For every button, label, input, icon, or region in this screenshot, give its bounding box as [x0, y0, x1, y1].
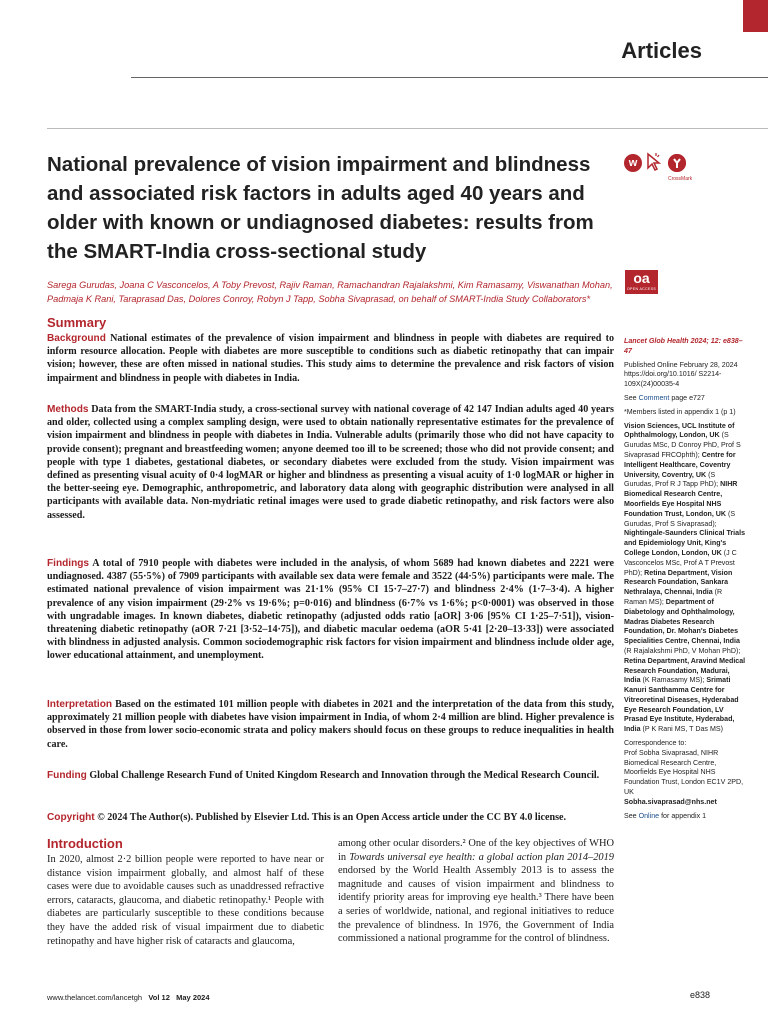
- affiliation-2-people: (S Gurudas, Prof R J Tapp PhD);: [624, 470, 719, 489]
- background-label: Background: [47, 333, 106, 344]
- methods-label: Methods: [47, 404, 89, 415]
- crossmark-icon[interactable]: [668, 154, 686, 172]
- oa-badge-text: oa: [633, 270, 650, 286]
- abstract-findings: [47, 557, 614, 663]
- affiliation-4-name: Nightingale-Saunders Clinical Trials and Epidemiology Unit, King's College London, London, UK: [624, 529, 746, 557]
- members-note: *Members listed in appendix 1 (p 1): [624, 407, 736, 416]
- section-header: Articles: [621, 38, 702, 63]
- summary-heading: Summary: [47, 315, 107, 330]
- title-rule: [47, 128, 768, 129]
- footer-url[interactable]: www.thelancet.com/lancetgh: [47, 993, 143, 1002]
- affiliation-4-people: (J C Vasconcelos MSc, Prof A T Prevost PhD);: [624, 548, 737, 577]
- introduction-column-2: [338, 837, 614, 946]
- abstract-funding: [47, 769, 614, 782]
- author-list: Sarega Gurudas, Joana C Vasconcelos, A Toby Prevost, Rajiv Raman, Ramachandran Rajalakshmi, Kim Ramasamy, Viswanathan Mohan, Padmaja K Rani, Taraprasad Das, Dolores Conroy, Robyn J Tapp, Sobha Sivaprasad, on behalf of SMART-India Study Collaborators*: [47, 280, 613, 304]
- crossmark-label: CrossMark: [668, 176, 693, 182]
- affiliation-5-name: Retina Department, Vision Research Foundation, Sankara Nethralaya, Chennai, India: [624, 568, 733, 597]
- methods-text: Data from the SMART-India study, a cross-sectional survey with national coverage of 42 147 Indian adults aged 40 years and older, collected using a complex sampling design, were used to obtain nationally representative estimates for the prevalence of vision impairment and blindness in people with diabetes in India. Vulnerable adults (primarily those who did not have capacity to provide consent); pregnant and breastfeeding women; anyone deemed too ill to be screened; those who did not provide consent; and people with type 1 diabetes, gestational diabetes, or secondary diabetes were excluded from the study. Vision impairment was defined as presenting visual acuity of 0·4 logMAR or higher and blindness as presenting a visual acuity of 1·0 logMAR or higher in the better-seeing eye. Demographic, anthropometric, and laboratory data along with geographic distribution were analysed in all participants with available data. Non-mydriatic retinal images were used to grade diabetic retinopathy, and risk factors were also assessed.: [47, 404, 614, 521]
- affiliation-5-people: (R Raman MS);: [624, 588, 723, 606]
- introduction-column-1: In 2020, almost 2·2 billion people were reported to have near or distance vision impairment globally, and almost half of these cases were due to avoidable causes such as unaddressed refractive errors, cataracts, glaucoma, and diabetic retinopathy.¹ People with diabetes are particularly susceptible to these conditions because they have the added risk of visual impairment due to diabetic retinopathy and have higher risk of cataracts and glaucoma,: [47, 854, 324, 947]
- oa-badge-subtext: OPEN ACCESS: [626, 287, 657, 291]
- see-online: [624, 812, 746, 822]
- abstract-copyright: [47, 811, 614, 824]
- journal-citation: Lancet Glob Health 2024; 12: e838–47: [624, 337, 743, 355]
- cursor-icon[interactable]: [646, 152, 662, 172]
- correspondence-address: Prof Sobha Sivaprasad, NIHR Biomedical Research Centre, Moorfields Eye Hospital NHS Foundation Trust, London EC1V 2PD, UK: [624, 748, 744, 797]
- published-info[interactable]: Published Online February 28, 2024 https://doi.org/10.1016/ S2214-109X(24)00035-4: [624, 360, 738, 389]
- copyright-label: Copyright: [47, 812, 95, 823]
- interpretation-text: Based on the estimated 101 million people with diabetes in 2021 and the interpretation of the data from this study, approximately 21 million people with diabetes have vision impairment in India, of whom 2·4 million are blind. Higher prevalence is observed in those from lower socio-economic strata and policy makers should focus on these groups to reduce inequalities in health care.: [47, 699, 614, 750]
- see-comment-suffix: page e727: [669, 393, 705, 402]
- affiliation-1-people: (S Gurudas MSc, D Conroy PhD, Prof S Sivaprasad FRCOphth);: [624, 431, 741, 459]
- affiliation-1-name: Vision Sciences, UCL Institute of Ophthalmology, London, UK: [624, 421, 735, 440]
- findings-label: Findings: [47, 558, 90, 569]
- footer-date: May 2024: [176, 993, 210, 1002]
- correspondence-email[interactable]: Sobha.sivaprasad@nhs.net: [624, 797, 717, 806]
- background-text: National estimates of the prevalence of vision impairment and blindness in people with diabetes are required to inform resource allocation. People with diabetes are more susceptible to conditions such as diabetic retinopathy that can impair vision; however, these are often missed in national studies. This study aims to determine the prevalence and risk factors of vision impairment and blindness in people with diabetes in India.: [47, 333, 614, 384]
- affiliation-6-name: Department of Diabetology and Ophthalmology, Madras Diabetes Research Foundation, Dr. Mohan's Diabetes Specialities Centre, Chennai, India: [624, 597, 740, 646]
- findings-text: A total of 7910 people with diabetes were included in the analysis, of whom 5689 had known diabetes and 2221 were undiagnosed. 4387 (55·5%) of 7909 participants with available sex data were female and 3522 (44·5%) participants were male. The estimated national prevalence of vision impairment was 21·1% (95% CI 15·7–27·7) and blindness 2·4% (1·7–3·4). A higher prevalence of any vision impairment (29·2% vs 19·6%; p=0·016) and blindness (6·7% vs 1·6%; p<0·0001) was observed in those with ungradable images. In known diabetes, diabetic retinopathy (adjusted odds ratio [aOR] 3·06 [95% CI 1·25–7·51]), vision-threatening diabetic retinopathy (aOR 7·21 [3·52–14·75]), and diabetic macular oedema (aOR 5·41 [2·20–13·33]) were associated with blindness in adjusted analysis. Common sociodemographic risk factors for vision impairment and blindness include older age, lower educational attainment, and unemployment.: [47, 558, 614, 662]
- affiliation-6-people: (R Rajalakshmi PhD, V Mohan PhD);: [624, 646, 741, 655]
- abstract-background: [47, 332, 614, 385]
- correspondence-label: Correspondence to:: [624, 739, 687, 748]
- affiliation-3-people: (S Gurudas, Prof S Sivaprasad);: [624, 509, 736, 528]
- affiliation-8-people: (P K Rani MS, T Das MS): [640, 725, 723, 734]
- footer-volume: Vol 12: [148, 993, 170, 1002]
- affiliation-7-people: (K Ramasamy MS);: [640, 676, 705, 685]
- affiliations: [624, 422, 746, 736]
- article-icons: [624, 152, 704, 188]
- interpretation-label: Interpretation: [47, 699, 113, 710]
- footer-left: [47, 993, 210, 1002]
- intro-col2-italic: Towards universal eye health: a global action plan 2014–2019: [349, 851, 614, 863]
- header-rule: [131, 77, 768, 78]
- online-link[interactable]: Online: [638, 811, 660, 820]
- intro-col2-text-a: among other ocular disorders.² One of the key objectives of WHO in: [338, 838, 614, 863]
- copyright-text: © 2024 The Author(s). Published by Elsevier Ltd. This is an Open Access article under the CC BY 4.0 license.: [94, 812, 567, 823]
- affiliation-7-name: Retina Department, Aravind Medical Research Foundation, Madurai, India: [624, 656, 746, 685]
- funding-label: Funding: [47, 770, 87, 781]
- affiliation-3-name: NIHR Biomedical Research Centre, Moorfields Eye Hospital NHS Foundation Trust, London, UK: [624, 480, 738, 518]
- page-number: e838: [689, 990, 710, 1000]
- see-online-prefix: See: [624, 811, 639, 820]
- see-online-suffix: for appendix 1: [659, 811, 707, 820]
- intro-col2-text-b: endorsed by the World Health Assembly 2013 is to assess the magnitude and causes of vision impairment and blindness to identify priority areas for improving eye health.³ There have been a series of worldwide, national, and regional initiatives to reduce the prevalence of blindness. In 1976, the Government of India commissioned a national programme for the control of blindness.: [338, 865, 614, 945]
- open-access-badge: [625, 270, 658, 294]
- introduction-heading: Introduction: [47, 836, 123, 851]
- funding-text: Global Challenge Research Fund of United Kingdom Research and Innovation through the Medical Research Council.: [86, 770, 600, 781]
- sidebar: [624, 337, 746, 821]
- w-logo-icon: w: [624, 154, 642, 172]
- abstract-interpretation: [47, 698, 614, 751]
- section-tab-marker: [743, 0, 768, 32]
- affiliation-8-name: Srimati Kanuri Santhamma Centre for Vitreoretinal Diseases, Hyderabad Eye Research Foundation, LV Prasad Eye Institute, Hyderabad, India: [624, 676, 739, 734]
- abstract-methods: [47, 403, 614, 522]
- see-comment: [624, 394, 746, 404]
- see-comment-prefix: See: [624, 393, 639, 402]
- article-title: National prevalence of vision impairment and blindness and associated risk factors in adults aged 40 years and older with known or undiagnosed diabetes: results from the SMART-India cross-sectional study: [47, 153, 594, 263]
- comment-link[interactable]: Comment: [638, 393, 670, 402]
- affiliation-2-name: Centre for Intelligent Healthcare, Coventry University, Coventry, UK: [624, 450, 736, 479]
